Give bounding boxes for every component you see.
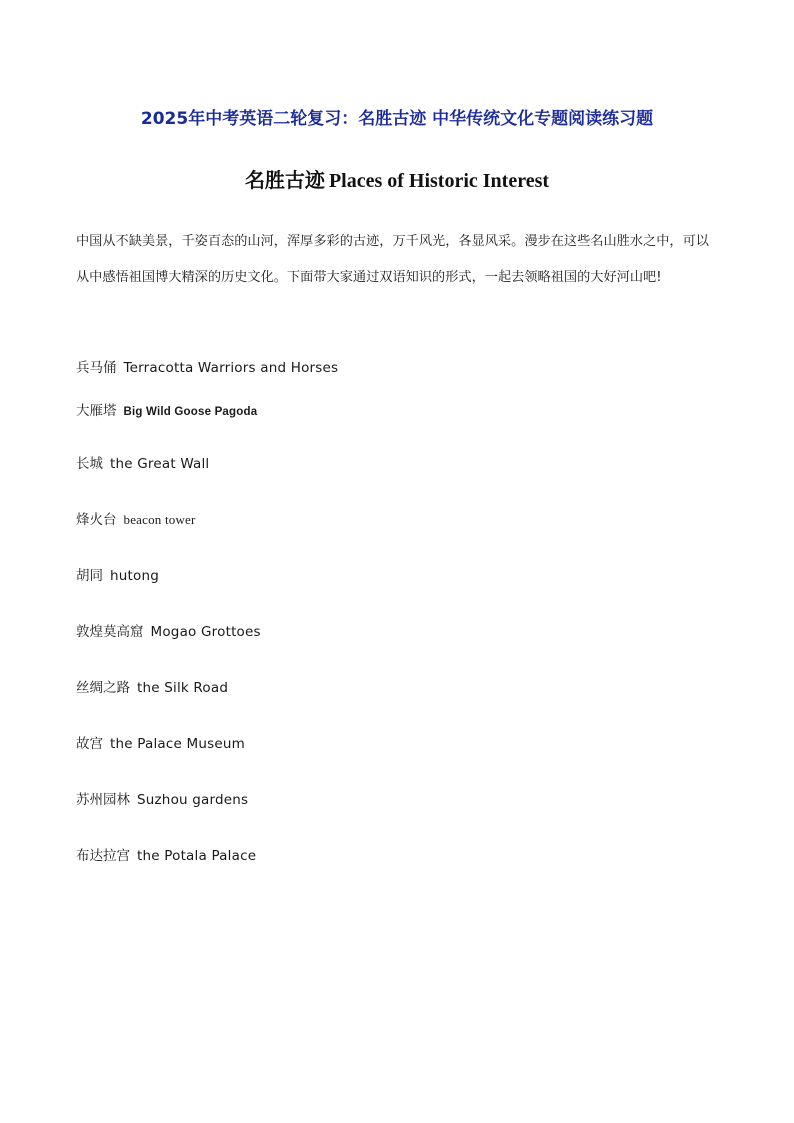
- vocab-chinese: 丝绸之路: [76, 680, 130, 696]
- vocab-chinese: 敦煌莫高窟: [76, 624, 144, 640]
- vocab-english: hutong: [110, 568, 159, 584]
- vocab-english: Big Wild Goose Pagoda: [123, 406, 258, 418]
- vocab-item: [76, 788, 248, 808]
- vocab-chinese: 胡同: [76, 568, 103, 584]
- vocab-item: [76, 564, 159, 584]
- vocab-english: Mogao Grottoes: [150, 624, 261, 640]
- vocab-chinese: 大雁塔: [76, 403, 117, 419]
- vocab-english: the Palace Museum: [110, 736, 245, 752]
- vocab-chinese: 苏州园林: [76, 792, 130, 808]
- vocab-item: [76, 399, 257, 419]
- vocab-chinese: 故宫: [76, 736, 103, 752]
- vocab-english: the Great Wall: [110, 456, 210, 472]
- vocab-chinese: 长城: [76, 456, 103, 472]
- vocab-english: beacon tower: [123, 512, 196, 527]
- vocab-item: [76, 844, 256, 864]
- vocab-item: [76, 676, 228, 696]
- vocab-chinese: 兵马俑: [76, 360, 117, 376]
- vocab-item: [76, 508, 196, 528]
- vocab-english: the Potala Palace: [137, 848, 257, 864]
- vocab-chinese: 烽火台: [76, 512, 117, 528]
- vocab-item: [76, 732, 245, 752]
- vocab-item: [76, 452, 209, 472]
- vocab-english: Suzhou gardens: [137, 792, 249, 808]
- vocab-item: [76, 356, 338, 376]
- document-title: 2025年中考英语二轮复习：名胜古迹 中华传统文化专题阅读练习题: [140, 109, 654, 129]
- vocab-chinese: 布达拉宫: [76, 848, 130, 864]
- vocab-item: [76, 620, 261, 640]
- intro-paragraph: 中国从不缺美景，千姿百态的山河，浑厚多彩的古迹，万千风光，各显风采。漫步在这些名山胜水之中，可以从中感悟祖国博大精深的历史文化。下面带大家通过双语知识的形式，一起去领略祖国的大好河山吧!: [76, 234, 709, 285]
- vocab-english: Terracotta Warriors and Horses: [123, 360, 339, 376]
- vocab-english: the Silk Road: [137, 680, 229, 696]
- section-heading-english: Places of Historic Interest: [328, 170, 550, 192]
- section-heading: [0, 164, 794, 193]
- section-heading-chinese: 名胜古迹: [244, 168, 325, 192]
